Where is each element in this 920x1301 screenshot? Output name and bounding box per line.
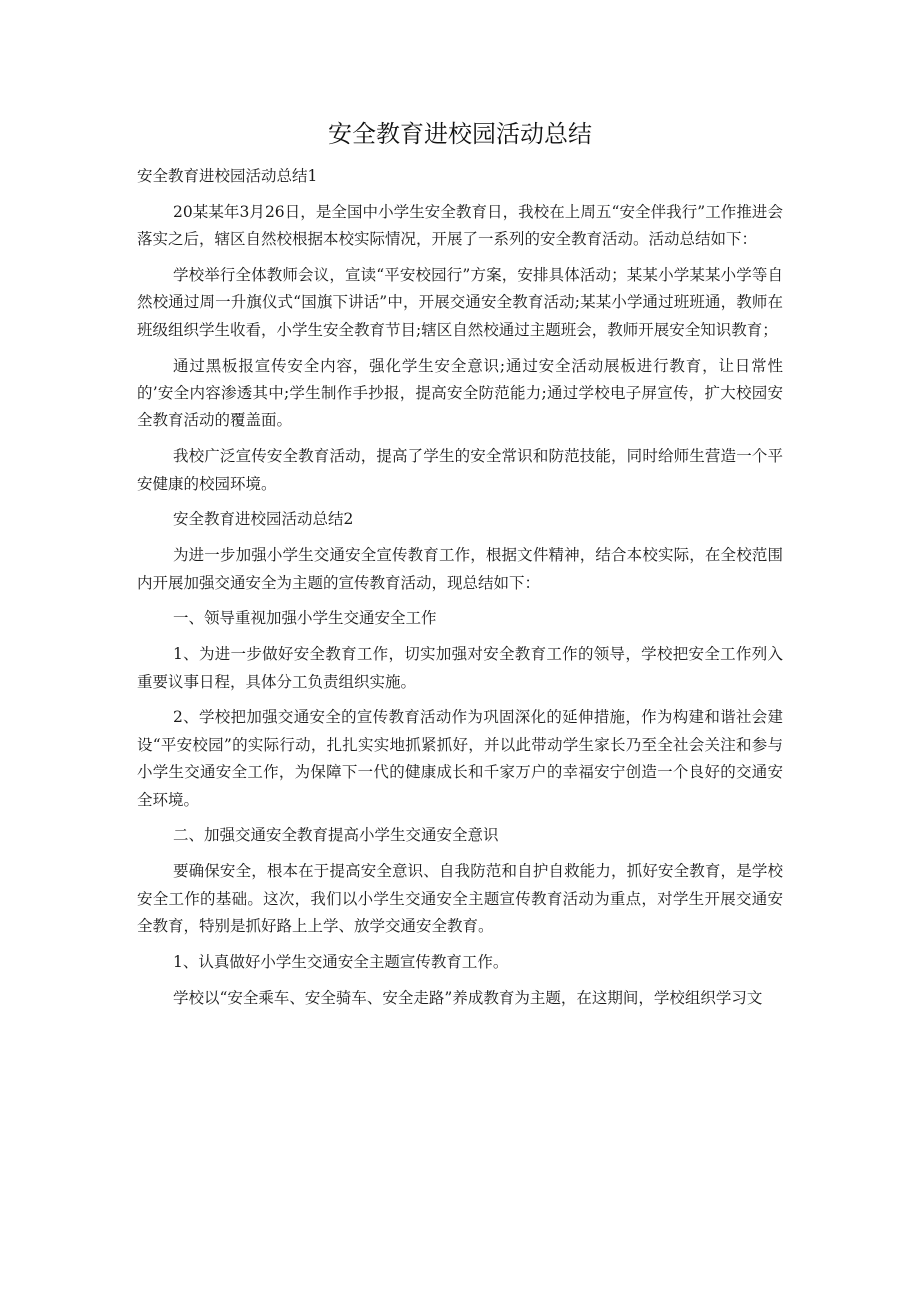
document-body: [137, 163, 783, 1012]
paragraph: 1、认真做好小学生交通安全主题宣传教育工作。: [173, 952, 509, 971]
paragraph: 学校以“安全乘车、安全骑车、安全走路”养成教育为主题，在这期间，学校组织学习文: [173, 988, 763, 1007]
paragraph: 为进一步加强小学生交通安全宣传教育工作，根据文件精神，结合本校实际，在全校范围内开展加强交通安全为主题的宣传教育活动，现总结如下：: [137, 546, 783, 592]
paragraph: 20某某年3月26日，是全国中小学生安全教育日，我校在上周五“安全伴我行”工作推进会落实之后，辖区自然校根据本校实际情况，开展了一系列的安全教育活动。活动总结如下：: [137, 202, 783, 249]
subheading: 一、领导重视加强小学生交通安全工作: [173, 609, 437, 628]
paragraph: 1、为进一步做好安全教育工作，切实加强对安全教育工作的领导，学校把安全工作列入重要议事日程，具体分工负责组织实施。: [137, 645, 783, 691]
paragraph: 学校举行全体教师会议，宣读“平安校园行”方案，安排具体活动；某某小学某某小学等自然校通过周一升旗仪式“国旗下讲话”中，开展交通安全教育活动;某某小学通过班班通，教师在班级组织学生收看，小学生安全教育节目;辖区自然校通过主题班会，教师开展安全知识教育；: [137, 266, 783, 339]
paragraph: 通过黑板报宣传安全内容，强化学生安全意识;通过安全活动展板进行教育，让日常性的’安全内容渗透其中;学生制作手抄报，提高安全防范能力;通过学校电子屏宣传，扩大校园安全教育活动的覆盖面。: [137, 356, 783, 430]
section-heading-2: 安全教育进校园活动总结2: [173, 510, 354, 529]
paragraph: 2、学校把加强交通安全的宣传教育活动作为巩固深化的延伸措施，作为构建和谐社会建设“平安校园”的实际行动，扎扎实实地抓紧抓好，并以此带动学生家长乃至全社会关注和参与小学生交通安全工作，为保障下一代的健康成长和千家万户的幸福安宁创造一个良好的交通安全环境。: [137, 708, 783, 809]
subheading: 二、加强交通安全教育提高小学生交通安全意识: [173, 826, 499, 845]
section-heading-1: 安全教育进校园活动总结1: [137, 167, 318, 185]
document-title: 安全教育进校园活动总结: [328, 120, 592, 148]
paragraph: 要确保安全，根本在于提高安全意识、自我防范和自护自救能力，抓好安全教育，是学校安全工作的基础。这次，我们以小学生交通安全主题宣传教育活动为重点，对学生开展交通安全教育，特别是抓好路上上学、放学交通安全教育。: [137, 862, 783, 936]
paragraph: 我校广泛宣传安全教育活动，提高了学生的安全常识和防范技能，同时给师生营造一个平安健康的校园环境。: [137, 447, 783, 493]
